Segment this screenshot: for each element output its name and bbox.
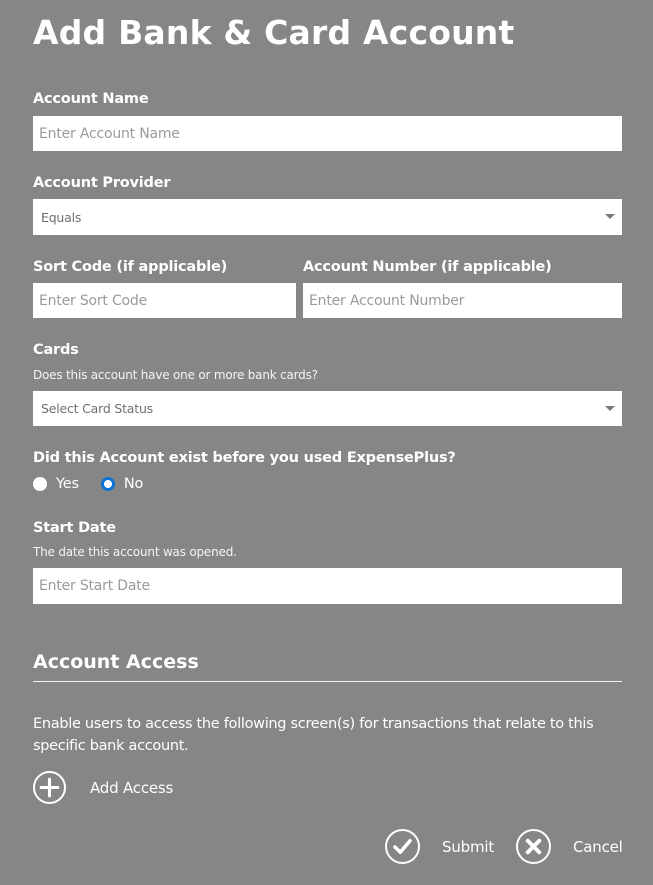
- account-access-title: Account Access: [33, 651, 199, 673]
- no-radio[interactable]: [101, 477, 115, 491]
- account-provider-label: Account Provider: [33, 175, 171, 191]
- sort-code-label: Sort Code (if applicable): [33, 259, 228, 275]
- start-date-help-text: The date this account was opened.: [33, 545, 237, 559]
- card-status-selected-value: Select Card Status: [41, 401, 153, 416]
- plus-circle-icon: [33, 771, 66, 804]
- start-date-label: Start Date: [33, 520, 116, 536]
- cards-label: Cards: [33, 342, 79, 358]
- section-divider: [33, 681, 622, 682]
- account-number-input[interactable]: [303, 283, 622, 318]
- yes-radio[interactable]: [33, 477, 47, 491]
- add-access-button[interactable]: [33, 771, 173, 804]
- yes-radio-label[interactable]: Yes: [56, 476, 79, 492]
- submit-button[interactable]: [385, 829, 494, 864]
- account-provider-selected-value: Equals: [41, 209, 82, 225]
- sort-code-input[interactable]: [33, 283, 296, 318]
- chevron-down-icon: [605, 214, 615, 219]
- x-circle-icon: [516, 829, 551, 864]
- account-provider-select[interactable]: [33, 199, 622, 235]
- account-access-description: Enable users to access the following screen(s) for transactions that relate to this specific bank account.: [33, 716, 594, 754]
- add-access-label: Add Access: [90, 778, 174, 797]
- existed-before-label: Did this Account exist before you used ExpensePlus?: [33, 450, 456, 466]
- page-title: Add Bank & Card Account: [33, 13, 515, 52]
- check-circle-icon: [385, 829, 420, 864]
- account-name-label: Account Name: [33, 91, 149, 107]
- no-radio-label[interactable]: No: [123, 476, 144, 492]
- submit-label: Submit: [442, 837, 495, 856]
- cards-help-text: Does this account have one or more bank cards?: [33, 368, 318, 382]
- existed-before-radio-group: [33, 476, 165, 492]
- card-status-select[interactable]: [33, 391, 622, 426]
- start-date-input[interactable]: [33, 568, 622, 604]
- account-name-input[interactable]: [33, 116, 622, 151]
- cancel-button[interactable]: [516, 829, 623, 864]
- account-number-label: Account Number (if applicable): [303, 259, 552, 275]
- chevron-down-icon: [605, 406, 615, 411]
- cancel-label: Cancel: [573, 837, 623, 856]
